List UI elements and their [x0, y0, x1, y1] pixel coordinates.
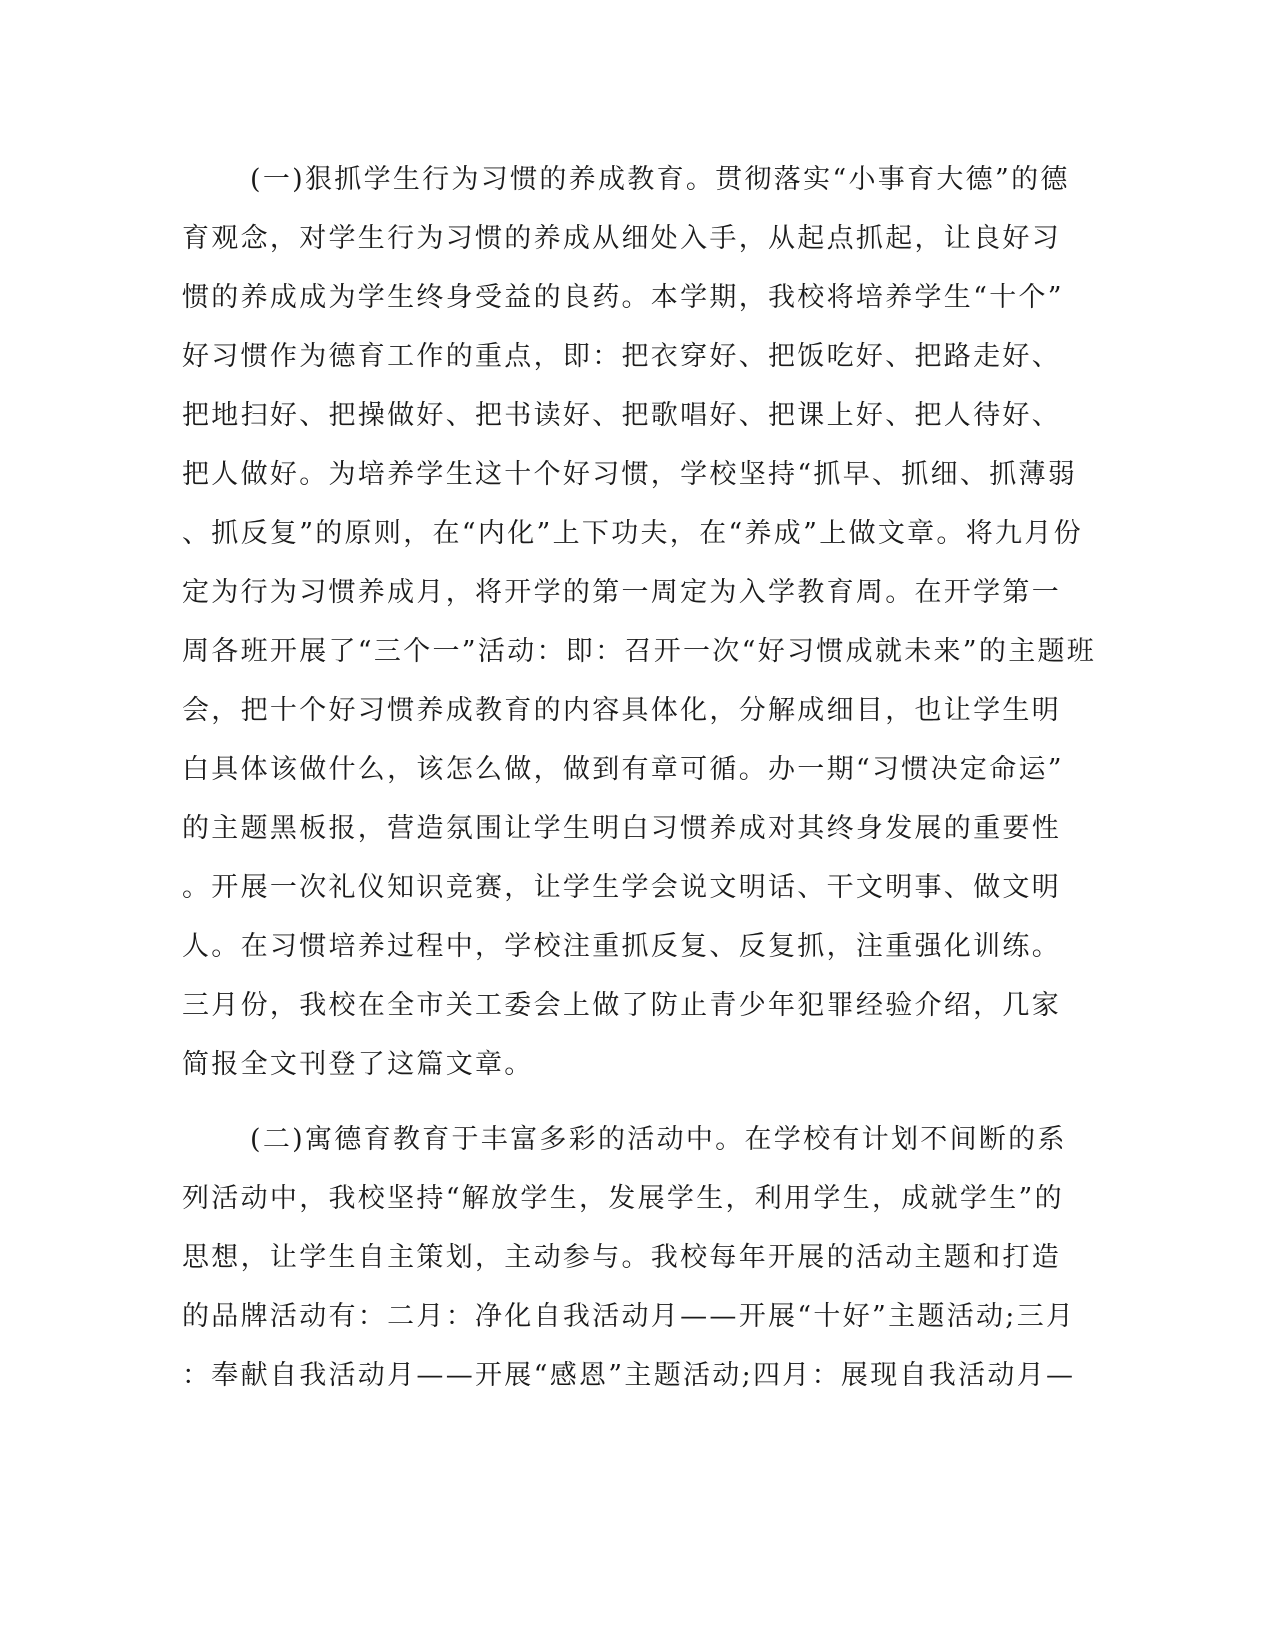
paragraph-line: 的品牌活动有：二月：净化自我活动月——开展“十好”主题活动;三月 [182, 1301, 1076, 1332]
paragraph-2 [182, 1110, 1076, 1405]
paragraph-line: 、抓反复”的原则，在“内化”上下功夫，在“养成”上做文章。将九月份 [182, 518, 1083, 549]
paragraph-line: 周各班开展了“三个一”活动：即：召开一次“好习惯成就未来”的主题班 [182, 636, 1097, 667]
paragraph-line: 人。在习惯培养过程中，学校注重抓反复、反复抓，注重强化训练。 [182, 931, 1061, 962]
paragraph-line: 好习惯作为德育工作的重点，即：把衣穿好、把饭吃好、把路走好、 [182, 341, 1061, 372]
paragraph-line: 惯的养成成为学生终身受益的良药。本学期，我校将培养学生“十个” [182, 282, 1064, 313]
paragraph-line: 的主题黑板报，营造氛围让学生明白习惯养成对其终身发展的重要性 [182, 813, 1061, 844]
paragraph-line: 育观念，对学生行为习惯的养成从细处入手，从起点抓起，让良好习 [182, 223, 1061, 254]
paragraph-line: 把人做好。为培养学生这十个好习惯，学校坚持“抓早、抓细、抓薄弱 [182, 459, 1078, 490]
paragraph-line: 会，把十个好习惯养成教育的内容具体化，分解成细目，也让学生明 [182, 695, 1061, 726]
paragraph-line: 。开展一次礼仪知识竞赛，让学生学会说文明话、干文明事、做文明 [182, 872, 1061, 903]
paragraph-line: 简报全文刊登了这篇文章。 [182, 1049, 534, 1080]
paragraph-line: (一)狠抓学生行为习惯的养成教育。贯彻落实“小事育大德”的德 [250, 164, 1070, 195]
paragraph-line: 列活动中，我校坚持“解放学生，发展学生，利用学生，成就学生”的 [182, 1183, 1064, 1214]
paragraph-line: 思想，让学生自主策划，主动参与。我校每年开展的活动主题和打造 [182, 1242, 1061, 1273]
paragraph-1 [182, 150, 1097, 1094]
paragraph-line: (二)寓德育教育于丰富多彩的活动中。在学校有计划不间断的系 [250, 1124, 1067, 1155]
paragraph-line: 把地扫好、把操做好、把书读好、把歌唱好、把课上好、把人待好、 [182, 400, 1061, 431]
paragraph-line: 白具体该做什么，该怎么做，做到有章可循。办一期“习惯决定命运” [182, 754, 1064, 785]
paragraph-line: 定为行为习惯养成月，将开学的第一周定为入学教育周。在开学第一 [182, 577, 1061, 608]
paragraph-spacer [182, 1094, 1042, 1110]
document-body [182, 150, 1097, 1405]
paragraph-line: ：奉献自我活动月——开展“感恩”主题活动;四月：展现自我活动月— [182, 1360, 1076, 1391]
paragraph-line: 三月份，我校在全市关工委会上做了防止青少年犯罪经验介绍，几家 [182, 990, 1061, 1021]
